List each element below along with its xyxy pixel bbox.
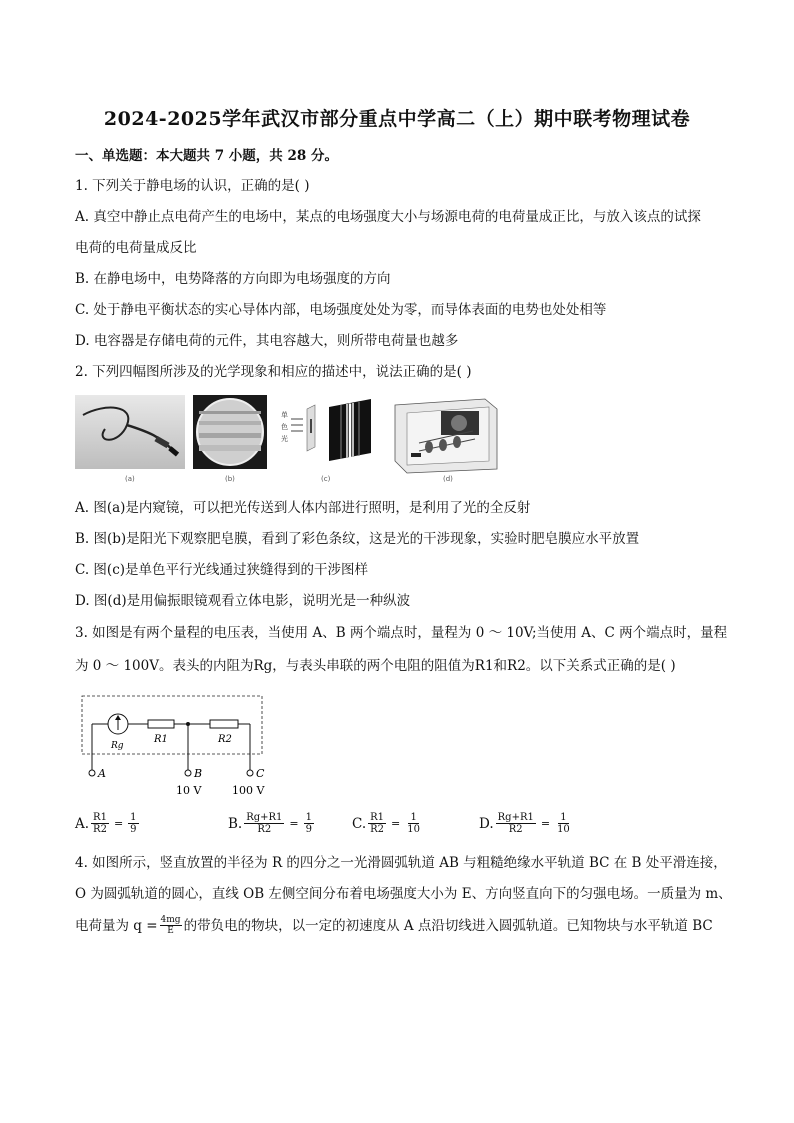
q2-option-d: D. 图(d)是用偏振眼镜观看立体电影，说明光是一种纵波 [75, 593, 411, 609]
caption-a: (a) [125, 475, 135, 483]
q3-stem-line2: 为 0 ～ 100V。表头的内阻为Rg，与表头串联的两个电阻的阻值为R1和R2。以下关系式正确的是( ) [75, 658, 676, 674]
caption-d: (d) [443, 475, 453, 483]
q3-option-c: C. $\frac{R1}{R2}$ = $\frac{1}{10}$ [352, 812, 420, 835]
q3-option-a: A. $\frac{R1}{R2}$ = $\frac{1}{9}$ [75, 812, 137, 835]
soap-film-image [193, 395, 267, 469]
voltmeter-circuit [78, 690, 278, 800]
q1-option-a: A. 真空中静止点电荷产生的电场中，某点的电场强度大小与场源电荷的电荷量成正比，与放入该点的试探 [75, 209, 701, 225]
q3-stem-line1: 3. 如图是有两个量程的电压表，当使用 A、B 两个端点时，量程为 0 ～ 10V;当使用 A、C 两个端点时，量程 [75, 625, 728, 641]
range-c-label: 100 V [232, 784, 265, 797]
terminal-b-label: B [194, 767, 203, 780]
light-label-3: 光 [281, 435, 288, 443]
cinema-image [385, 395, 503, 475]
terminal-c-label: C [256, 767, 265, 780]
q1-option-a-cont: 电荷的电荷量成反比 [75, 240, 197, 256]
q2-option-a: A. 图(a)是内窥镜，可以把光传送到人体内部进行照明，是利用了光的全反射 [75, 500, 531, 516]
light-label-1: 单 [281, 411, 288, 419]
q4-line3: 电荷量为 q = $\frac{4mg}{E}$ 的带负电的物块，以一定的初速度从 A 点沿切线进入圆弧轨道。已知物块与水平轨道 BC [75, 915, 713, 936]
label-r1: R1 [154, 734, 168, 745]
q4-line2: O 为圆弧轨道的圆心，直线 OB 左侧空间分布着电场强度大小为 E、方向竖直向下的匀强电场。一质量为 m、 [75, 886, 732, 902]
q2-option-c: C. 图(c)是单色平行光线通过狭缝得到的干涉图样 [75, 562, 369, 578]
light-label-2: 色 [281, 423, 288, 431]
section-heading: 一、单选题：本大题共 7 小题，共 28 分。 [75, 148, 338, 164]
q2-stem: 2. 下列四幅图所涉及的光学现象和相应的描述中，说法正确的是( ) [75, 364, 472, 380]
q2-option-b: B. 图(b)是阳光下观察肥皂膜，看到了彩色条纹，这是光的干涉现象，实验时肥皂膜应水平放置 [75, 531, 640, 547]
terminal-a-label: A [98, 767, 106, 780]
q4-line1: 4. 如图所示，竖直放置的半径为 R 的四分之一光滑圆弧轨道 AB 与粗糙绝缘水平轨道 BC 在 B 处平滑连接， [75, 855, 727, 871]
q1-option-d: D. 电容器是存储电荷的元件，其电容越大，则所带电荷量也越多 [75, 333, 459, 349]
label-rg: Rg [111, 741, 124, 751]
caption-b: (b) [225, 475, 235, 483]
q1-option-c: C. 处于静电平衡状态的实心导体内部，电场强度处处为零，而导体表面的电势也处处相等 [75, 302, 607, 318]
q3-option-b: B. $\frac{Rg+R1}{R2}$ = $\frac{1}{9}$ [228, 812, 313, 835]
caption-c: (c) [321, 475, 331, 483]
q1-stem: 1. 下列关于静电场的认识，正确的是( ) [75, 178, 310, 194]
range-b-label: 10 V [176, 784, 202, 797]
q3-option-d: D. $\frac{Rg+R1}{R2}$ = $\frac{1}{10}$ [479, 812, 570, 835]
endoscope-image [75, 395, 185, 469]
slit-pattern-image [277, 395, 377, 469]
q1-option-b: B. 在静电场中，电势降落的方向即为电场强度的方向 [75, 271, 391, 287]
label-r2: R2 [218, 734, 232, 745]
exam-title: 2024-2025学年武汉市部分重点中学高二（上）期中联考物理试卷 [103, 108, 691, 130]
q2-figure-row [75, 395, 505, 485]
